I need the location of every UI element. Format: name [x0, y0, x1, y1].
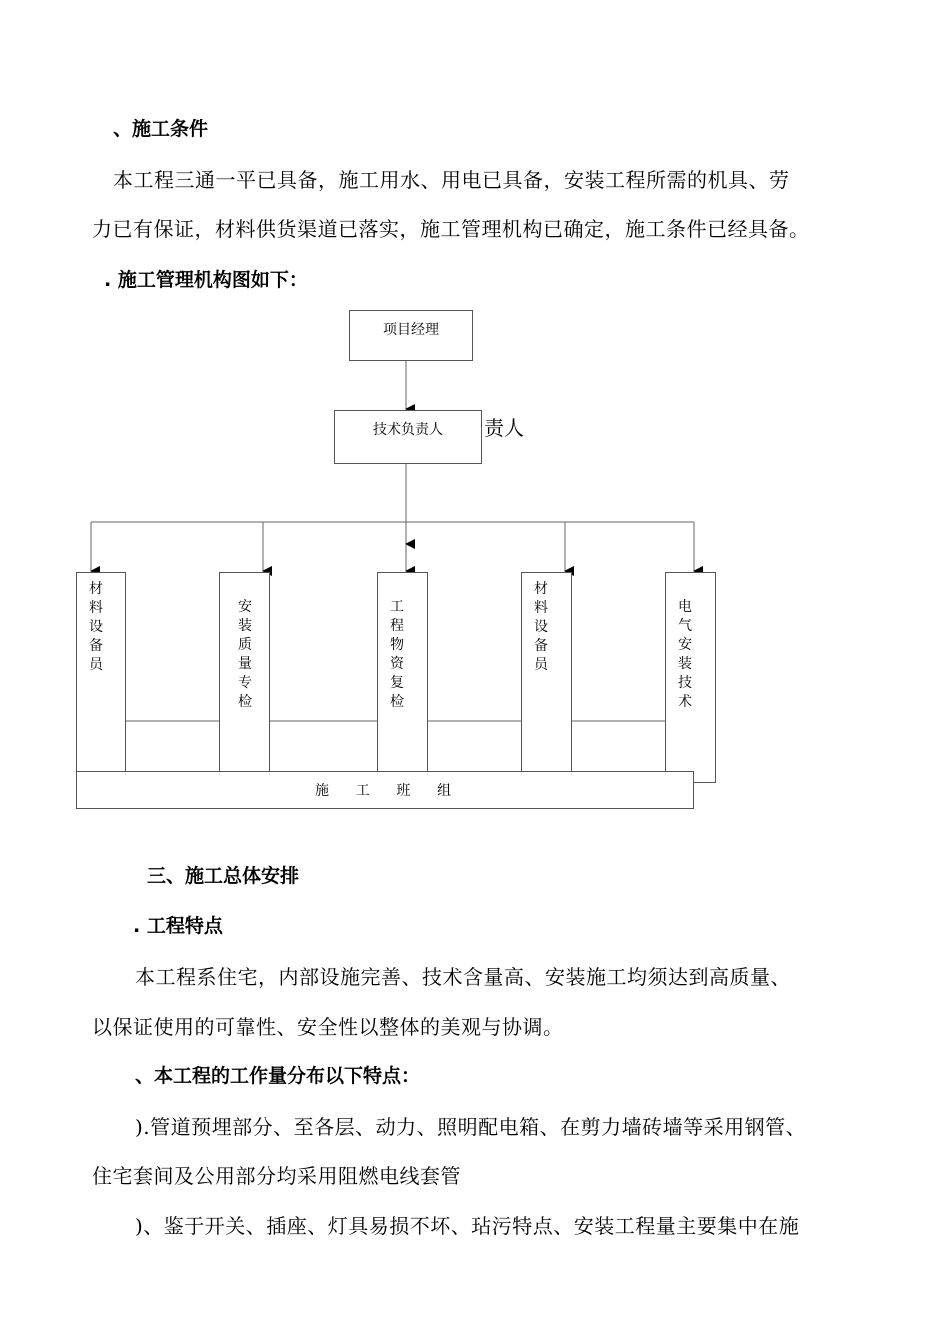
org-node-technical-lead: [334, 410, 482, 464]
org-node-label: 技术负责人: [373, 422, 443, 438]
paragraph-line: 本工程系住宅，内部设施完善、技术含量高、安装施工均须达到高质量、: [135, 965, 791, 989]
subsection-heading-workload: 、本工程的工作量分布以下特点：: [135, 1065, 421, 1087]
list-item-line: )、鉴于开关、插座、灯具易损不坏、玷污特点、安装工程量主要集中在施: [135, 1214, 800, 1238]
org-node-construction-team: [76, 771, 694, 809]
section-heading-org-chart: . 施工管理机构图如下：: [104, 269, 308, 291]
org-node-role-label: 安装质量专检: [238, 599, 252, 710]
section-heading-conditions: 、施工条件: [113, 118, 209, 140]
org-node-label: 施 工 班 组: [315, 783, 452, 799]
list-item-line: 住宅套间及公用部分均采用阻燃电线套管: [92, 1164, 461, 1188]
org-node-role-label: 材料设备员: [534, 581, 548, 673]
paragraph-line: 以保证使用的可靠性、安全性以整体的美观与协调。: [92, 1015, 564, 1039]
org-node-role-label: 材料设备员: [89, 581, 103, 673]
section-heading-overall-arrangement: 三、施工总体安排: [147, 865, 300, 887]
paragraph-line: 力已有保证，材料供货渠道已落实，施工管理机构已确定，施工条件已经具备。: [92, 217, 810, 241]
paragraph-line: 本工程三通一平已具备，施工用水、用电已具备，安装工程所需的机具、劳: [113, 168, 790, 192]
list-item-line: ).管道预埋部分、至各层、动力、照明配电箱、在剪力墙砖墙等采用钢管、: [135, 1115, 807, 1139]
org-node-role-label: 工程物资复检: [390, 599, 404, 710]
org-node-overlap-text: 责人: [484, 416, 524, 440]
org-node-label: 项目经理: [383, 322, 439, 338]
subsection-heading-features: . 工程特点: [133, 915, 223, 937]
org-node-role-label: 电气安装技术: [678, 599, 692, 710]
org-node-project-manager: [349, 310, 473, 361]
